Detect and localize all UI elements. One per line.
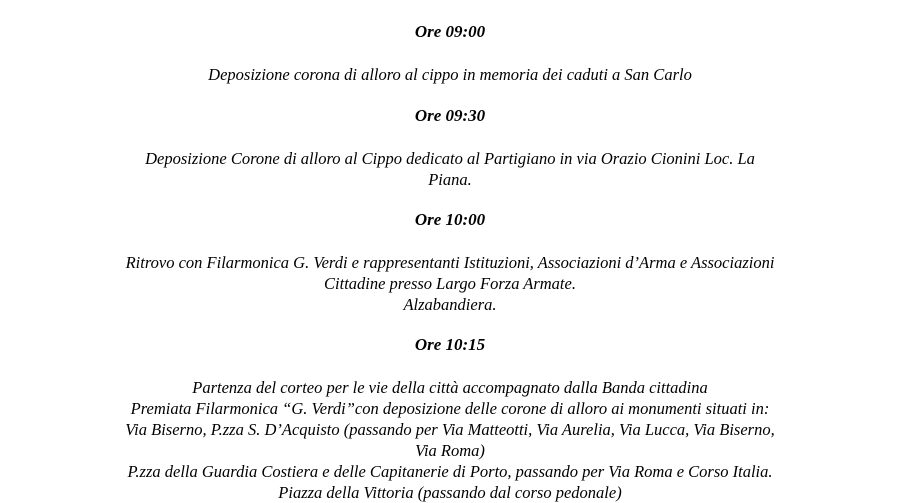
event-time-0930: Ore 09:30 xyxy=(414,106,486,125)
event-description-0930 xyxy=(0,148,900,190)
event-description-line: Deposizione corona di alloro al cippo in memoria dei caduti a San Carlo xyxy=(208,65,692,84)
event-description-1000 xyxy=(0,252,900,315)
event-time-1015: Ore 10:15 xyxy=(414,335,486,354)
event-description-0900 xyxy=(0,64,900,85)
event-time-1000: Ore 10:00 xyxy=(414,210,486,229)
event-description-line: Via Roma) xyxy=(415,441,485,460)
event-description-line: Piana. xyxy=(428,170,472,189)
event-description-line: Piazza della Vittoria (passando dal corso pedonale) xyxy=(278,483,622,502)
event-description-line: Premiata Filarmonica “G. Verdi”con deposizione delle corone di alloro ai monumenti situati in: xyxy=(130,399,770,418)
event-description-line: Via Biserno, P.zza S. D’Acquisto (passando per Via Matteotti, Via Aurelia, Via Lucca, Via Biserno, xyxy=(125,420,775,439)
event-description-line: Deposizione Corone di alloro al Cippo dedicato al Partigiano in via Orazio Cionini Loc. La xyxy=(145,149,755,168)
event-description-line: Cittadine presso Largo Forza Armate. xyxy=(324,274,576,293)
event-time-0900: Ore 09:00 xyxy=(414,22,486,41)
event-description-line: Ritrovo con Filarmonica G. Verdi e rappresentanti Istituzioni, Associazioni d’Arma e Associazioni xyxy=(125,253,775,272)
event-description-line: P.zza della Guardia Costiera e delle Capitanerie di Porto, passando per Via Roma e Corso Italia. xyxy=(127,462,773,481)
event-description-line: Partenza del corteo per le vie della città accompagnato dalla Banda cittadina xyxy=(192,378,708,397)
event-description-line: Alzabandiera. xyxy=(403,295,497,314)
event-description-1015 xyxy=(0,377,900,503)
